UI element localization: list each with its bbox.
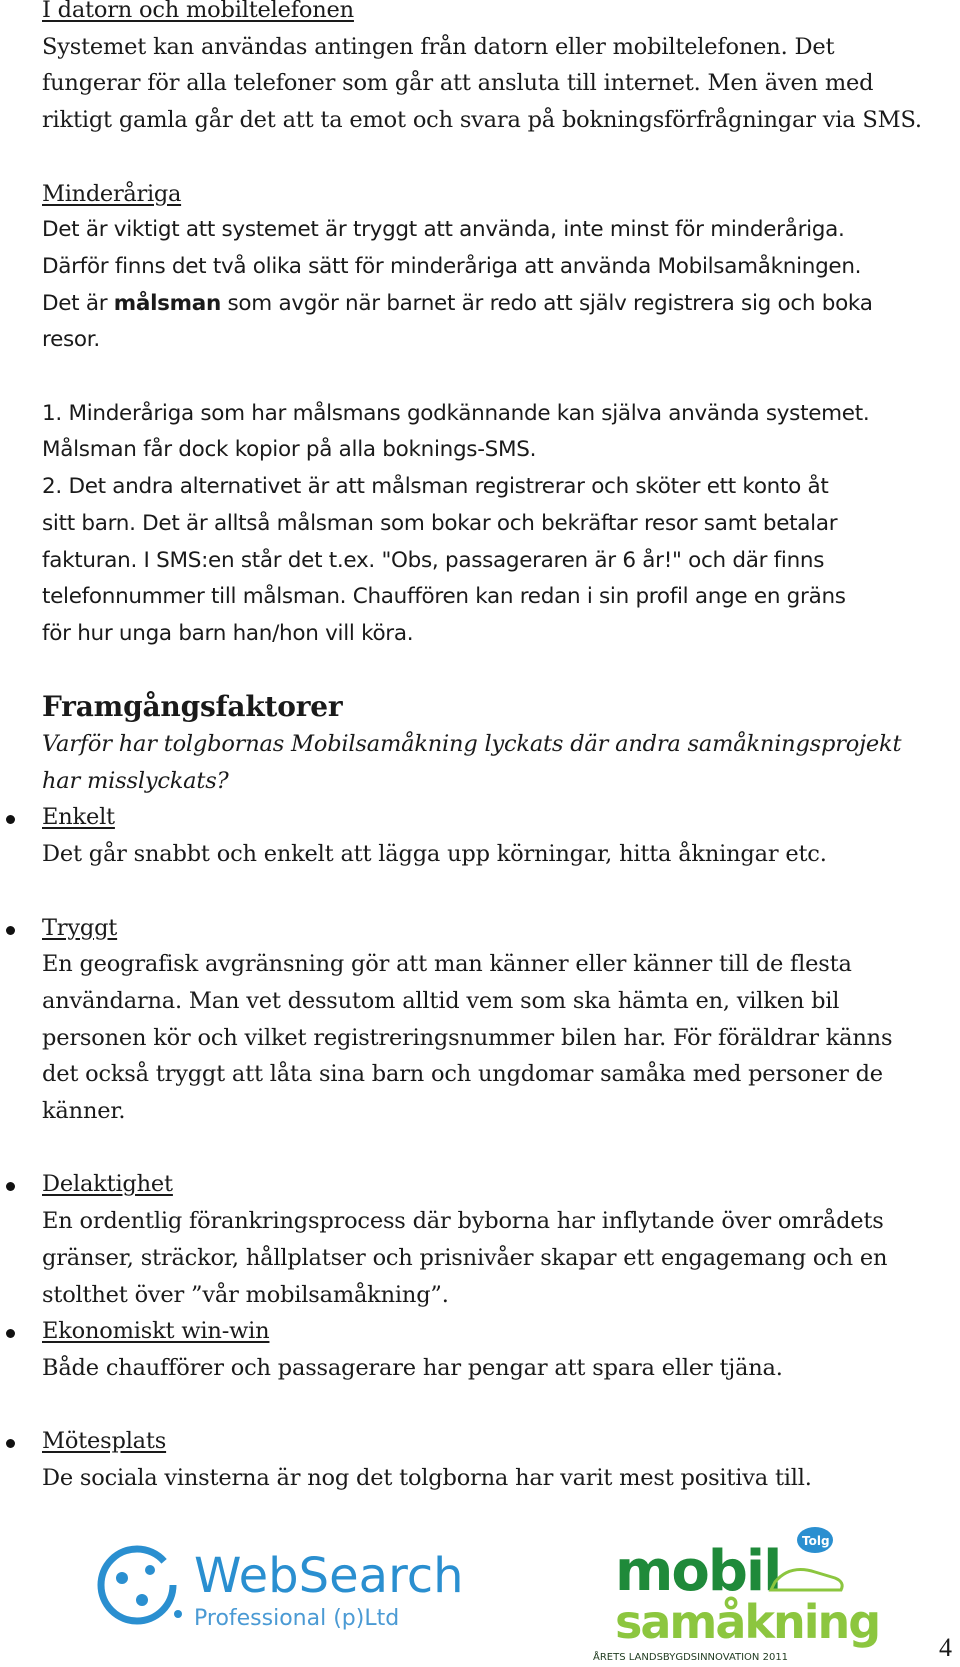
bullet-title: Tryggt (42, 914, 118, 941)
bullet-participation (42, 1166, 942, 1313)
list-line: fakturan. I SMS:en står det t.ex. "Obs, passageraren är 6 år!" och där finns (42, 547, 825, 573)
minors-section (42, 176, 942, 653)
bullet-simple (42, 799, 942, 872)
websearch-dot (174, 1610, 182, 1618)
bullet-dot-icon (6, 815, 15, 824)
bullet-line: Det går snabbt och enkelt att lägga upp körningar, hitta åkningar etc. (42, 841, 827, 868)
page-number: 4 (939, 1633, 952, 1662)
websearch-dot (136, 1594, 148, 1606)
mobilsamakning-logo (593, 1520, 915, 1667)
bullet-meeting-place (42, 1423, 942, 1496)
bullet-line: stolthet över ”vår mobilsamåkning”. (42, 1281, 449, 1308)
list-line: 2. Det andra alternativet är att målsman registrerar och sköter ett konto åt (42, 474, 829, 500)
bullet-title: Mötesplats (42, 1428, 167, 1455)
bullet-line: gränser, sträckor, hållplatser och prisnivåer skapar ett engagemang och en (42, 1244, 888, 1271)
list-line: för hur unga barn han/hon vill köra. (42, 620, 414, 646)
list-line: 1. Minderåriga som har målsmans godkännande kan själva använda systemet. (42, 400, 870, 426)
para-line: Därför finns det två olika sätt för minderåriga att använda Mobilsamåkningen. (42, 253, 862, 279)
bullet-line: användarna. Man vet dessutom alltid vem som ska hämta en, vilken bil (42, 987, 840, 1014)
tolg-badge-label: Tolg (802, 1534, 830, 1548)
bullet-line: En ordentlig förankringsprocess där byborna har inflytande över områdets (42, 1208, 884, 1235)
bullet-safe (42, 910, 942, 1130)
footer-logos (0, 1520, 960, 1667)
bullet-dot-icon (6, 1329, 15, 1338)
list-line: telefonnummer till målsman. Chauffören kan redan i sin profil ange en gräns (42, 584, 846, 610)
car-icon (771, 1570, 842, 1590)
para-line: Systemet kan användas antingen från datorn eller mobiltelefonen. Det (42, 33, 835, 60)
bullet-line: det också tryggt att låta sina barn och ungdomar samåka med personer de (42, 1061, 883, 1088)
bullet-dot-icon (6, 926, 15, 935)
bullet-line: En geografisk avgränsning gör att man känner eller känner till de flesta (42, 951, 852, 978)
bullet-dot-icon (6, 1439, 15, 1448)
body-text (42, 0, 942, 1497)
subtitle-line: Varför har tolgbornas Mobilsamåkning lyckats där andra samåkningsprojekt (42, 731, 902, 758)
websearch-logo (82, 1530, 482, 1650)
websearch-name: WebSearch (194, 1548, 464, 1604)
section-heading-devices: I datorn och mobiltelefonen (42, 0, 354, 23)
para-line: fungerar för alla telefoner som går att ansluta till internet. Men även med (42, 70, 874, 97)
bullet-title: Ekonomiskt win-win (42, 1318, 270, 1345)
section-heading-success-factors: Framgångsfaktorer (42, 690, 343, 724)
bullet-line: De sociala vinsterna är nog det tolgborna har varit mest positiva till. (42, 1465, 812, 1492)
list-line: sitt barn. Det är alltså målsman som bokar och bekräftar resor samt betalar (42, 510, 838, 536)
samakning-word: samåkning (615, 1595, 880, 1649)
bullet-title: Enkelt (42, 804, 115, 831)
bullet-title: Delaktighet (42, 1171, 173, 1198)
award-caption: ÅRETS LANDSBYGDSINNOVATION 2011 (593, 1652, 789, 1663)
bold-guardian: målsman (113, 290, 221, 316)
websearch-dot (116, 1572, 128, 1584)
para-line: resor. (42, 327, 100, 353)
bullet-line: personen kör och vilket registreringsnummer bilen har. För föräldrar känns (42, 1024, 893, 1051)
websearch-dot (145, 1565, 155, 1575)
bullet-economic (42, 1313, 942, 1386)
bullet-line: känner. (42, 1098, 126, 1125)
para-line: riktigt gamla går det att ta emot och svara på bokningsförfrågningar via SMS. (42, 107, 922, 134)
websearch-ring (101, 1549, 173, 1621)
para-line: Det är viktigt att systemet är tryggt att använda, inte minst för minderåriga. (42, 217, 845, 243)
bullet-dot-icon (6, 1182, 15, 1191)
bullet-line: Både chaufförer och passagerare har pengar att spara eller tjäna. (42, 1354, 783, 1381)
para-line: Det är målsman som avgör när barnet är redo att själv registrera sig och boka (42, 290, 873, 316)
mobil-word: mobil (615, 1539, 781, 1604)
section-heading-minors: Minderåriga (42, 180, 182, 207)
websearch-subtitle: Professional (p)Ltd (194, 1606, 400, 1631)
subtitle-line: har misslyckats? (42, 767, 229, 794)
list-line: Målsman får dock kopior på alla boknings-SMS. (42, 437, 537, 463)
